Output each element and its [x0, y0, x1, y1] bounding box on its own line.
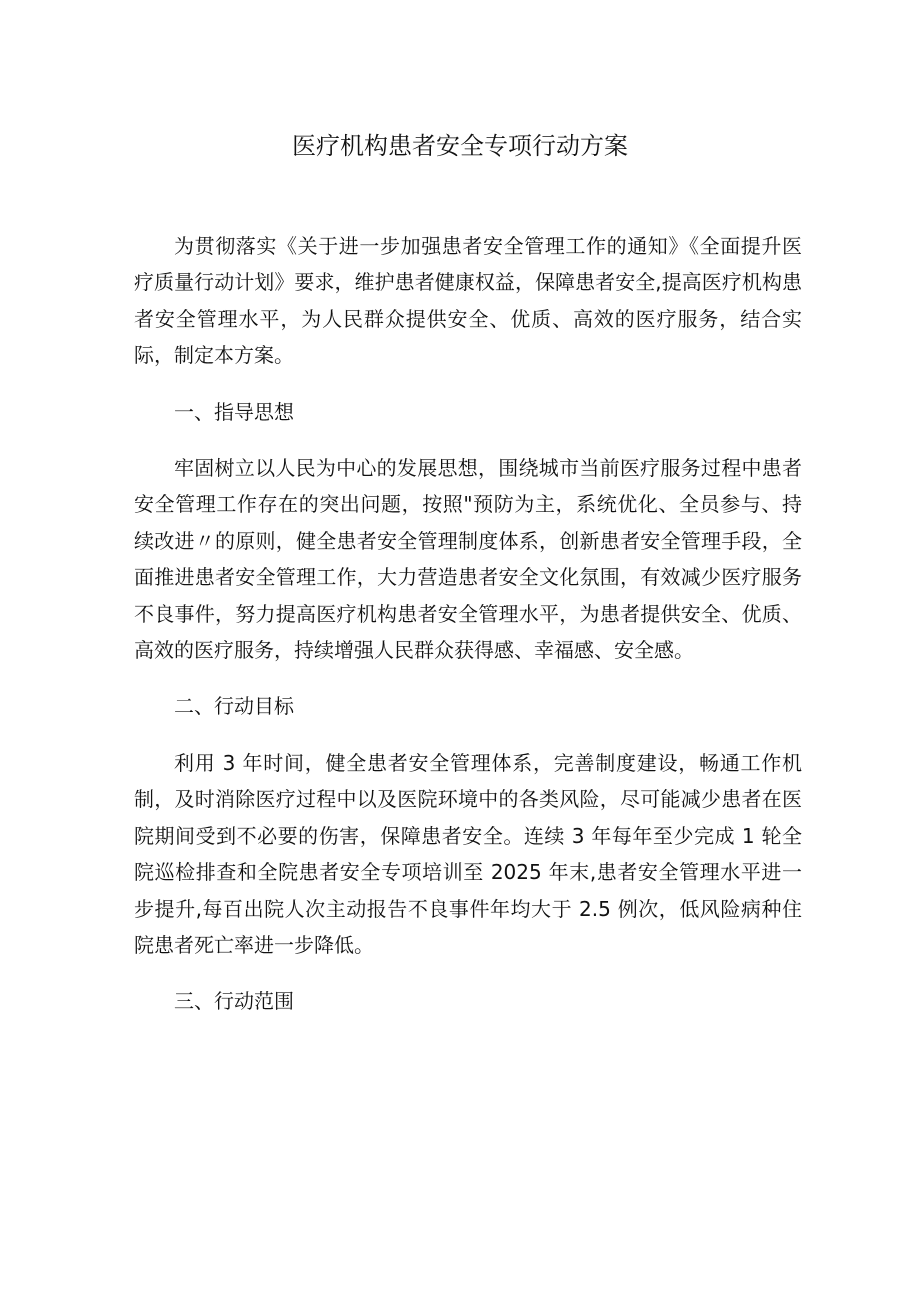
action-goals-paragraph: 利用 3 年时间，健全患者安全管理体系，完善制度建设，畅通工作机制，及时消除医疗过程中以及医院环境中的各类风险，尽可能减少患者在医院期间受到不必要的伤害，保障患者安全。连续 3 年每年至少完成 1 轮全院巡检排查和全院患者安全专项培训至 2025 年末,患者安全管理水平进一步提升,每百出院人次主动报告不良事件年均大于 2.5 例次，低风险病种住院患者死亡率进一步降低。 [134, 750, 802, 957]
guiding-thought-paragraph: 牢固树立以人民为中心的发展思想，围绕城市当前医疗服务过程中患者安全管理工作存在的突出问题，按照"预防为主，系统优化、全员参与、持续改进〃的原则，健全患者安全管理制度体系，创新患者安全管理手段，全面推进患者安全管理工作，大力营造患者安全文化氛围，有效减少医疗服务不良事件，努力提高医疗机构患者安全管理水平，为患者提供安全、优质、高效的医疗服务，持续增强人民群众获得感、幸福感、安全感。 [134, 456, 802, 663]
section-heading-action-goals: 二、行动目标 [174, 694, 294, 719]
section-heading-action-scope: 三、行动范围 [174, 989, 294, 1014]
document-body [134, 228, 802, 1040]
section-heading-guiding-thought: 一、指导思想 [174, 399, 294, 424]
document-title: 医疗机构患者安全专项行动方案 [292, 132, 628, 160]
intro-paragraph: 为贯彻落实《关于进一步加强患者安全管理工作的通知》《全面提升医疗质量行动计划》要求，维护患者健康权益，保障患者安全,提高医疗机构患者安全管理水平，为人民群众提供安全、优质、高效的医疗服务，结合实际，制定本方案。 [134, 234, 802, 368]
